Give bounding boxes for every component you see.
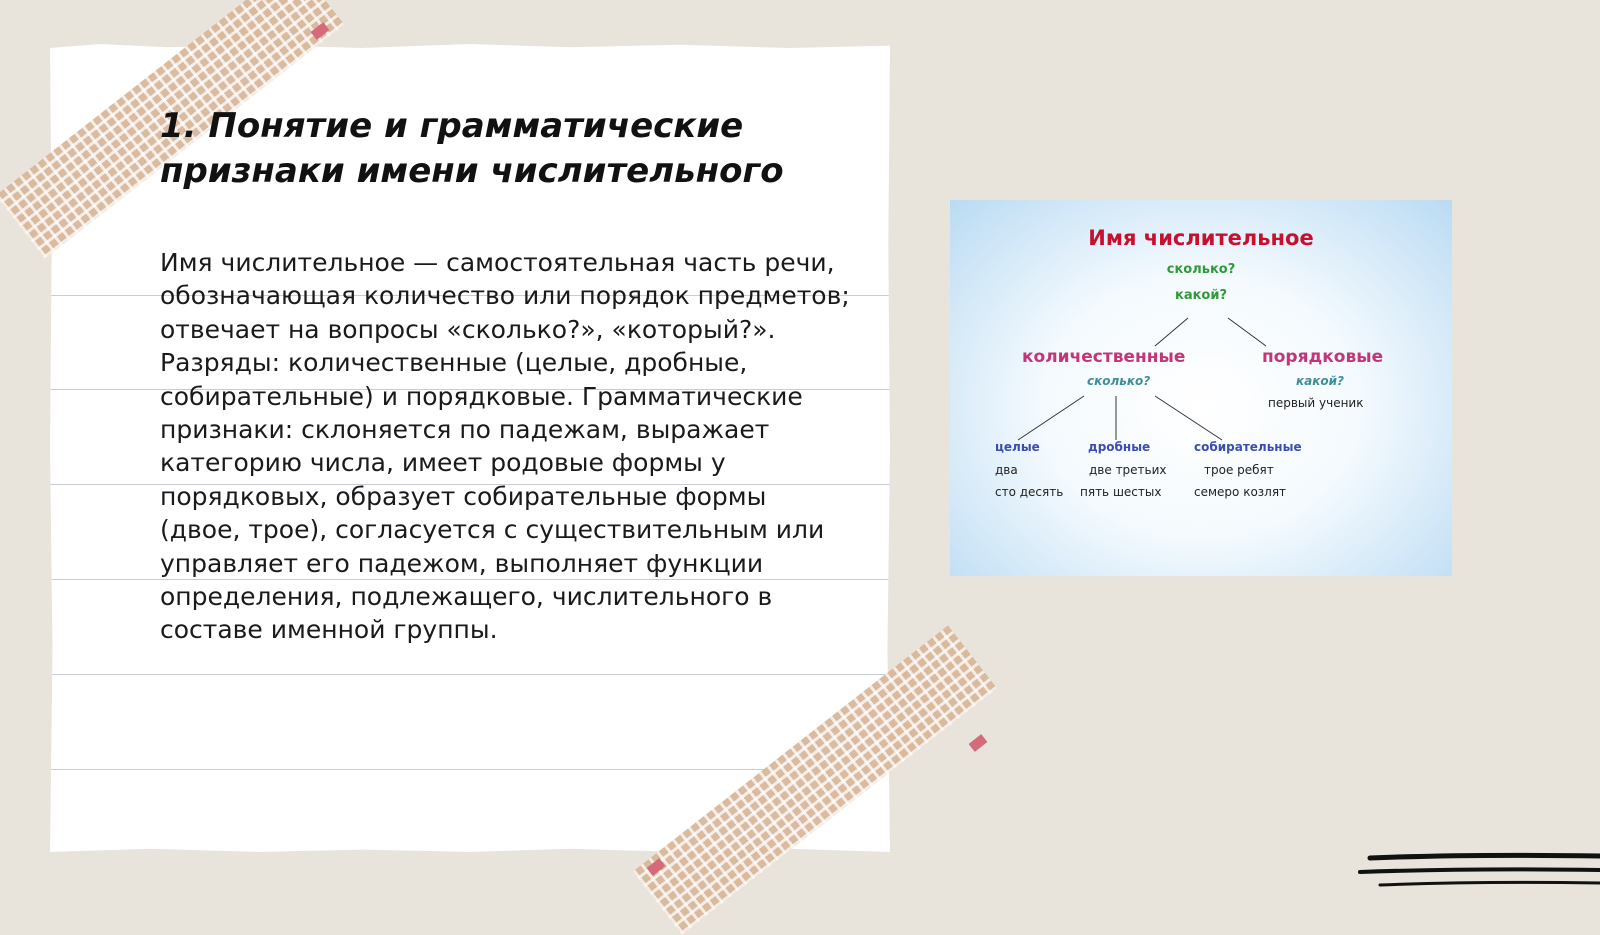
connector-line — [1155, 396, 1222, 440]
slide-title: 1. Понятие и грамматические признаки имени числительного — [160, 106, 784, 191]
quantitative-question: сколько? — [1087, 374, 1151, 388]
connector-line — [1228, 318, 1266, 346]
example-collective-1: трое ребят — [1204, 463, 1274, 477]
example-collective-2: семеро козлят — [1194, 485, 1287, 499]
connector-line — [1018, 396, 1084, 440]
example-whole-2: сто десять — [995, 485, 1064, 499]
connector-line — [1155, 318, 1188, 346]
numeral-diagram — [950, 200, 1452, 576]
subcategory-collective: собирательные — [1194, 440, 1302, 454]
slide-body-text: Имя числительное — самостоятельная часть речи, обозначающая количество или порядок предметов; отвечает на вопросы «сколько?», «который?». Разряды: количественные (целые, дробные, собирательные) и порядковые. Грамматические признаки: склоняется по падежам, выражает категорию числа, имеет родовые формы у порядковых, образует собирательные формы (двое, трое), согласуется с существительным или управляет его падежом, выполняет функции определения, подлежащего, числительного в составе именной группы. — [160, 248, 850, 645]
diagram-question-2: какой? — [1175, 288, 1227, 303]
subcategory-whole: целые — [995, 440, 1040, 454]
decorative-marker-strokes — [1340, 850, 1600, 900]
example-whole-1: два — [995, 463, 1018, 477]
example-fractional-1: две третьих — [1089, 463, 1167, 477]
ruled-line — [50, 674, 890, 675]
example-fractional-2: пять шестых — [1080, 485, 1162, 499]
subcategory-fractional: дробные — [1088, 440, 1151, 454]
ordinal-example: первый ученик — [1268, 396, 1364, 410]
diagram-connector-lines — [950, 200, 1452, 576]
category-ordinal: порядковые — [1262, 347, 1384, 367]
diagram-question-1: сколько? — [1166, 262, 1236, 277]
diagram-title: Имя числительное — [1088, 226, 1314, 250]
tape-tip — [969, 734, 988, 752]
ordinal-question: какой? — [1296, 374, 1344, 388]
category-quantitative: количественные — [1022, 347, 1186, 367]
